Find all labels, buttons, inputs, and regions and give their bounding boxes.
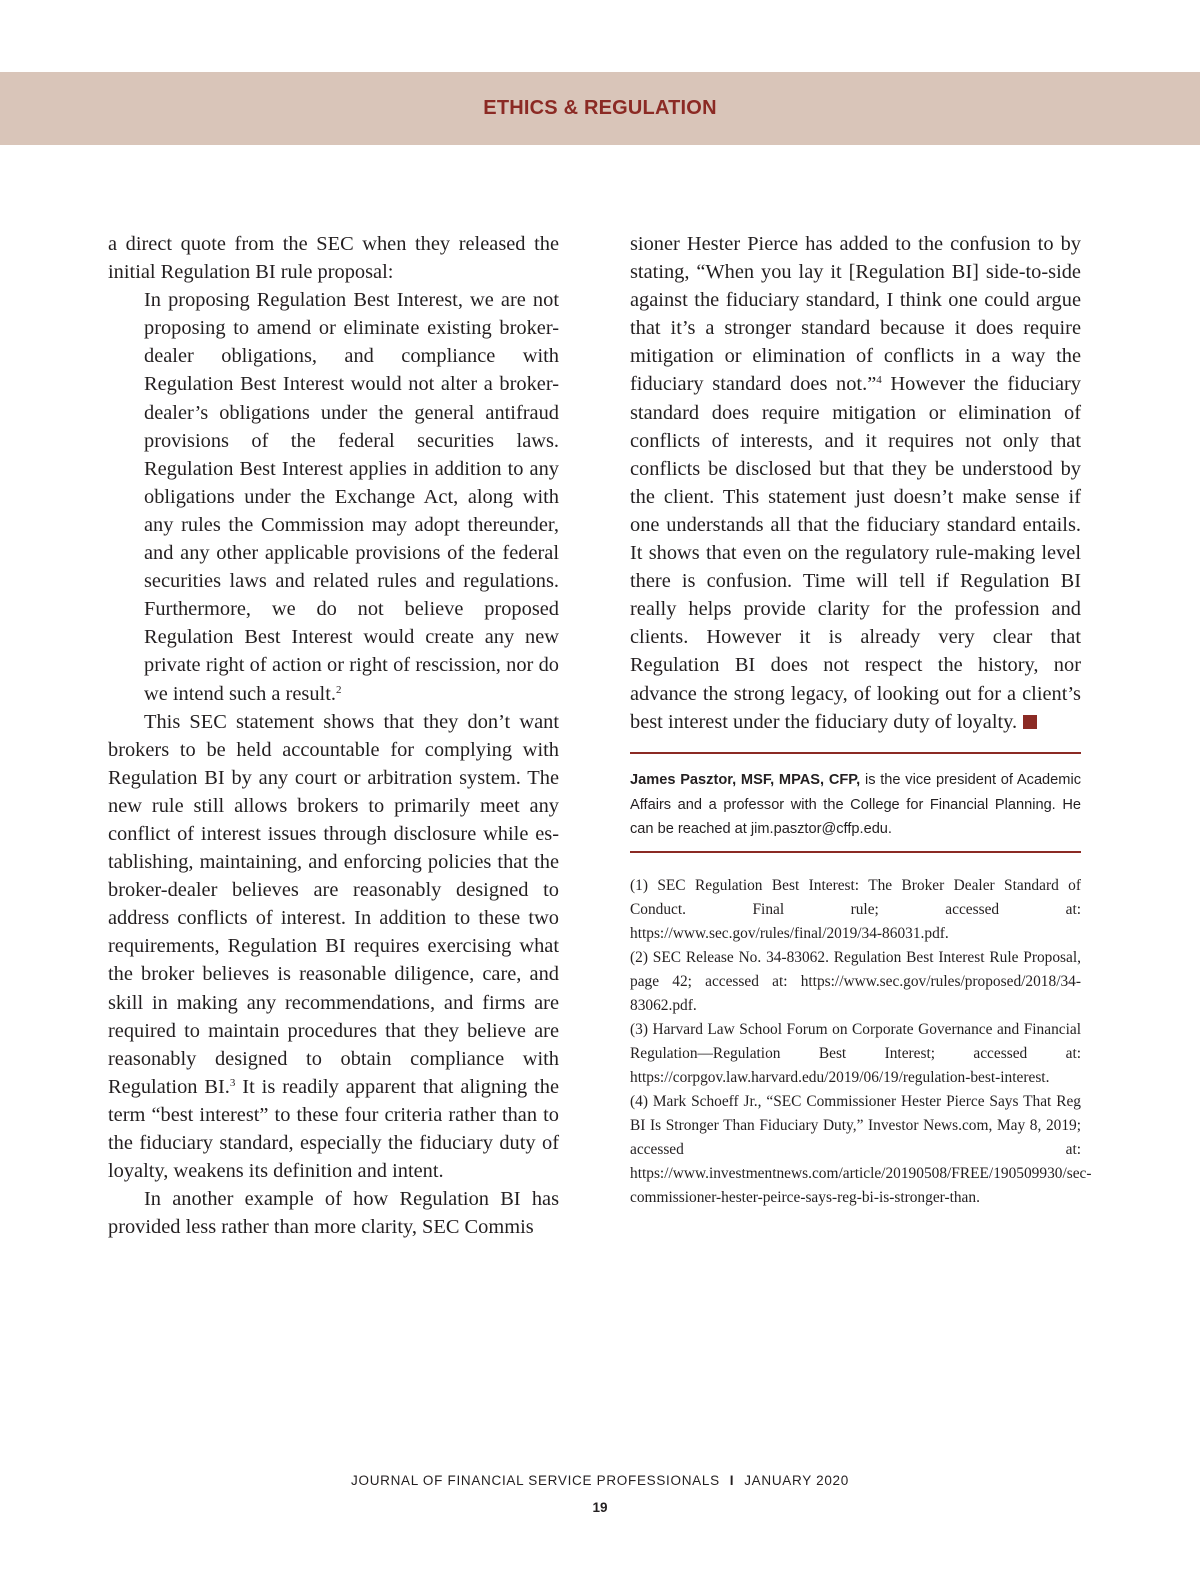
author-bio <box>630 768 1081 842</box>
references-list <box>630 874 1092 1210</box>
sec-quote <box>144 286 559 707</box>
paragraph-pierce-cont: However the fiduciary standard does require mitigation or elimination of conflicts of interests, and it requires not only that conflicts be disclosed but that they be understood by the client. This statement just doesn’t make sense if one understands all that the fiduciary standard entails. It shows that even on the regulatory rule-making level there is confusion. Time will tell if Regulation BI really helps provide clarity for the profession and clients. However it is already very clear that Regulation BI does not respect the history, nor advance the strong legacy, of looking out for a client’s best interest under the fiduciary duty of loyalty. <box>630 373 1081 733</box>
end-of-article-square-icon <box>1023 715 1037 729</box>
footnote-ref-3: 3 <box>229 1076 236 1089</box>
reference-item: (2) SEC Release No. 34-83062. Regulation Best Interest Rule Proposal, page 42; accessed at: https://www.sec.gov/rules/proposed/2018/34-83062.pdf. <box>630 949 1081 1014</box>
page-number: 19 <box>592 1500 608 1515</box>
section-title: ETHICS & REGULATION <box>483 97 717 119</box>
reference-item: (3) Harvard Law School Forum on Corporate Governance and Financial Regulation—Regulation Best Interest; accessed at: https://corpgov.law.harvard.edu/2019/06/19/regulation-best-interest. <box>630 1021 1081 1086</box>
author-name: James Pasztor, MSF, MPAS, CFP, <box>630 772 861 788</box>
reference-item: (4) Mark Schoeff Jr., “SEC Commissioner Hester Pierce Says That Reg BI Is Stronger Than Fiduciary Duty,” Investor News.com, May 8, 2019; accessed at: https://www.investmentnews.com/article/20190508/FREE/190509930/sec-commissioner-hester-peirce-says-reg-bi-is-stronger-than. <box>630 1093 1092 1206</box>
sec-quote-text: In proposing Regulation Best Interest, we are not proposing to amend or eliminate existing broker-dealer obligations, and compliance with Regulation Best Interest would not alter a broker-dealer’s obligations under the general antifraud provisions of the federal securities laws. Regulation Best Interest applies in addition to any obligations under the Exchange Act, along with any rules the Commission may adopt thereunder, and any other applicable provisions of the federal securities laws and related rules and regulations. Furthermore, we do not believe proposed Regulation Best Interest would create any new private right of action or right of rescission, nor do we intend such a result. <box>144 289 559 705</box>
paragraph-sec-statement-text: This SEC statement shows that they don’t want brokers to be held accountable for complying with Regulation BI by any court or arbitration system. The new rule still allows brokers to primarily meet any conflict of interest issues through disclosure while establishing, maintaining, and enforcing policies that the broker-dealer believes are reasonably designed to address conflicts of interest. In addition to these two requirements, Regulation BI requires exercising what the broker believes is reasonable diligence, care, and skill in making any recommendations, and firms are required to maintain procedures that they believe are reasonably designed to obtain compliance with Regulation BI. <box>108 710 559 1098</box>
left-column <box>108 230 559 1241</box>
author-bio-text: is the vice president of Academic Affairs and a professor with the College for Financial Planning. He can be reached at jim.pasztor@cffp.edu. <box>630 772 1081 837</box>
journal-name: JOURNAL OF FINANCIAL SERVICE PROFESSIONALS <box>351 1473 720 1488</box>
paragraph-intro: a direct quote from the SEC when they released the initial Regulation BI rule proposal: <box>108 233 559 284</box>
bio-bottom-divider <box>630 851 1081 853</box>
paragraph-sec-statement-cont: It is readily apparent that aligning the term “best interest” to these four criteria rather than to the fiduciary standard, especially the fiduciary duty of loyalty, weakens its definition and intent. <box>108 1075 559 1183</box>
issue-date: JANUARY 2020 <box>744 1473 849 1488</box>
page-footer <box>0 1473 1200 1488</box>
paragraph-sec-statement <box>108 708 559 1186</box>
reference-item: (1) SEC Regulation Best Interest: The Broker Dealer Standard of Conduct. Final rule; accessed at: https://www.sec.gov/rules/final/2019/34-86031.pdf. <box>630 877 1081 942</box>
paragraph-pierce-text: sioner Hester Pierce has added to the confusion to by stating, “When you lay it [Regulation BI] side-to-side against the fiduciary standard, I think one could argue that it’s a stronger standard because it does require mitigation or elimination of conflicts in a way the fiduciary standard does not.” <box>630 233 1081 396</box>
bio-top-divider <box>630 752 1081 754</box>
paragraph-another-example: In another example of how Regulation BI has provided less rather than more clarity, SEC Commis <box>108 1188 559 1239</box>
paragraph-pierce <box>630 230 1081 736</box>
footnote-ref-4: 4 <box>876 374 882 387</box>
footer-separator: I <box>729 1473 735 1488</box>
footnote-ref-2: 2 <box>335 683 342 696</box>
section-header-band <box>0 72 1200 145</box>
right-column <box>630 230 1081 736</box>
